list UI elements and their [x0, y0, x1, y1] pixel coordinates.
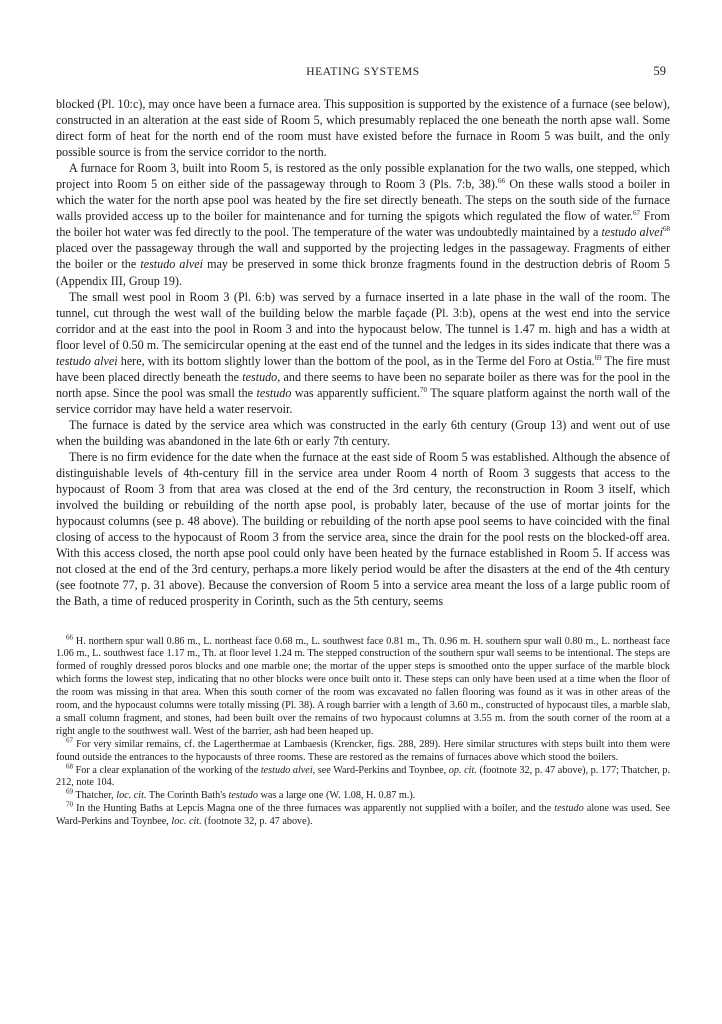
footnote-ref-66: 66	[497, 177, 505, 186]
footnote-69-number: 69	[66, 787, 73, 796]
footnote-68-text-a: For a clear explanation of the working of the	[73, 764, 261, 776]
footnote-69-text-c: was a large one (W. 1.08, H. 0.87 m.).	[257, 790, 416, 802]
p3-italic-2: testudo	[242, 369, 278, 384]
footnote-69-italic-2: testudo	[228, 790, 258, 802]
footnote-70-italic-1: testudo	[554, 803, 584, 815]
p2-text-c: From the boiler hot water was fed directly to the pool. The temperature of the water was undoubtedly maintained by a	[56, 209, 670, 240]
footnote-68-number: 68	[66, 762, 73, 771]
footnote-66-text: H. northern spur wall 0.86 m., L. northeast face 0.68 m., L. southwest face 0.81 m., Th. 0.96 m. H. southern spur wall 0.80 m., L. northeast face 1.06 m., L. southwest face 1.17 m., Th. at floor level 1.24 m. The stepped construction of the southern spur wall seems to be intentional. The steps are formed of roughly dressed poros blocks and one marble one; the mortar of the upper steps is smoothed onto the upper surface of the marble block which forms the lowest step, indicating that no other blocks were once built onto it. These steps can only have been used at a time when the floor of the room was missing in that area. When this south corner of the room was excavated no fallen flooring was found as it was in other areas of the room, and the hypocaust columns were totally missing (Pl. 38). A rough barrier with a length of 3.60 m., constructed of hypocaust tiles, a marble slab, a small column fragment, and stones, had been built over the remains of two hypocaust columns at 3.55 m. from the south corner of the room at a right angle to the southwest wall. West of the barrier, ash had been heaped up.	[56, 635, 670, 737]
p3-text-f: The square platform against the north wall of the service corridor may have held a water reservoir.	[56, 385, 670, 416]
footnote-66-number: 66	[66, 633, 73, 642]
p2-text-a: A furnace for Room 3, built into Room 5, is restored as the only possible explanation for the two walls, one stepped, which project into Room 5 on either side of the passageway through to Room 3 (Pls. 7:b, 38).	[56, 161, 670, 192]
footnote-68-text-c: (footnote 32, p. 47 above), p. 177; Thatcher, p. 212, note 104.	[56, 764, 670, 789]
p3-text-d: , and there seems to have been no separate boiler as there was for the pool in the north apse. Since the pool was small the	[56, 369, 671, 400]
footnote-70-text-a: In the Hunting Baths at Lepcis Magna one of the three furnaces was apparently not supplied with a boiler, and the	[73, 803, 555, 815]
paragraph-1: blocked (Pl. 10:c), may once have been a furnace area. This supposition is supported by the existence of a furnace (see below), constructed in an alteration at the east side of Room 5, which presumably replaced the one beneath the north apse wall. Some direct form of heat for the north end of the room must have existed before the furnace in Room 5 was built, and the only possible source is from the service corridor to the north.	[56, 97, 670, 160]
paragraph-2	[56, 160, 670, 288]
p2-text-d: placed over the passageway through the wall and supported by the projecting ledges in the passageway. Fragments of either the boiler or the	[56, 241, 670, 272]
p3-italic-1: testudo alvei	[56, 353, 118, 368]
footnote-70-italic-2: loc. cit.	[171, 816, 202, 828]
footnotes	[56, 633, 670, 830]
p3-text-a: The small west pool in Room 3 (Pl. 6:b) was served by a furnace inserted in a late phase in the wall of the room. The tunnel, cut through the west wall of the building below the marble façade (Pl. 3:b), opens at the west end into the service corridor and at the east into the pool in Room 3 and into the hypocaust below. The tunnel is 1.47 m. high and has a width at floor level of 0.50 m. The semicircular opening at the east end of the tunnel and the ledges in its sides indicate that there was a	[56, 289, 670, 352]
p2-text-b: On these walls stood a boiler in which the water for the north apse pool was heated by the fire set directly beneath. The steps on the south side of the furnace walls provided access up to the boiler for maintenance and for turning the spigots which regulated the flow of water.	[56, 177, 671, 224]
footnote-ref-69: 69	[594, 353, 602, 362]
p3-italic-3: testudo	[256, 385, 292, 400]
p3-text-e: was apparently sufficient.	[291, 385, 421, 400]
footnote-ref-68: 68	[663, 225, 670, 234]
footnote-70-text-c: (footnote 32, p. 47 above).	[201, 816, 313, 828]
footnote-68-italic-2: op. cit.	[448, 764, 477, 776]
footnote-70-number: 70	[66, 800, 73, 809]
body-text	[56, 96, 670, 610]
footnote-67-number: 67	[66, 736, 73, 745]
footnote-69-text-a: Thatcher,	[73, 790, 117, 802]
footnote-70	[56, 800, 670, 829]
footnote-69-italic-1: loc. cit.	[116, 790, 147, 802]
p2-text-e: may be preserved in some thick bronze fragments found in the destruction debris of Room 5 (Appendix III, Group 19).	[56, 257, 670, 288]
footnote-69	[56, 787, 670, 803]
footnote-ref-67: 67	[633, 209, 641, 218]
footnote-66	[56, 633, 670, 739]
footnote-68-italic-1: testudo alvei	[260, 764, 313, 776]
footnote-68	[56, 762, 670, 791]
page-number: 59	[653, 64, 666, 78]
paragraph-4: The furnace is dated by the service area which was constructed in the early 6th century (Group 13) and went out of use when the building was abandoned in the late 6th or early 7th century.	[56, 417, 670, 448]
p2-italic-2: testudo alvei	[140, 257, 203, 272]
running-title: HEATING SYSTEMS	[306, 66, 420, 78]
p2-italic-1: testudo alvei	[601, 225, 663, 240]
footnote-70-text-b: alone was used. See Ward-Perkins and Toynbee,	[56, 803, 670, 828]
paragraph-3	[56, 289, 670, 417]
footnote-68-text-b: , see Ward-Perkins and Toynbee,	[312, 764, 449, 776]
p3-text-b: here, with its bottom slightly lower than the bottom of the pool, as in the Terme del Foro at Ostia.	[117, 353, 595, 368]
footnote-67-text: For very similar remains, cf. the Lagerthermae at Lambaesis (Krencker, figs. 288, 289). Here similar structures with steps built into them were found outside the entrances to the hypocausts of three rooms. These are restored as the remains of furnaces above which stood the boilers.	[56, 738, 670, 763]
p3-text-c: The fire must have been placed directly beneath the	[56, 353, 670, 384]
footnote-ref-70: 70	[420, 385, 428, 394]
footnote-69-text-b: The Corinth Bath's	[146, 790, 229, 802]
running-header	[56, 64, 670, 86]
footnote-67	[56, 736, 670, 765]
paragraph-5: There is no firm evidence for the date when the furnace at the east side of Room 5 was established. Although the absence of distinguishable levels of 4th-century fill in the service area under Room 4 north of Room 3 suggests that access to the hypocaust of Room 3 from that area was closed at the end of the 3rd century, the reconstruction in Room 3 itself, which involved the building or rebuilding of the north apse pool, is probably later, because of the use of mortar joints for the hypocaust columns (see p. 48 above). The building or rebuilding of the north apse pool seems to have coincided with the final closing of access to the hypocaust of Room 3 from the service area, since the drain for the pool rests on the blocked-off area. With this access closed, the north apse pool could only have been heated by the furnace established in Room 5. If access was not closed at the end of the 3rd century, perhaps.a more likely period would be after the disasters at the end of the 4th century (see footnote 77, p. 31 above). Because the conversion of Room 5 into a service area meant the loss of a large public room of the Bath, a time of reduced prosperity in Corinth, such as the 5th century, seems	[56, 450, 670, 609]
